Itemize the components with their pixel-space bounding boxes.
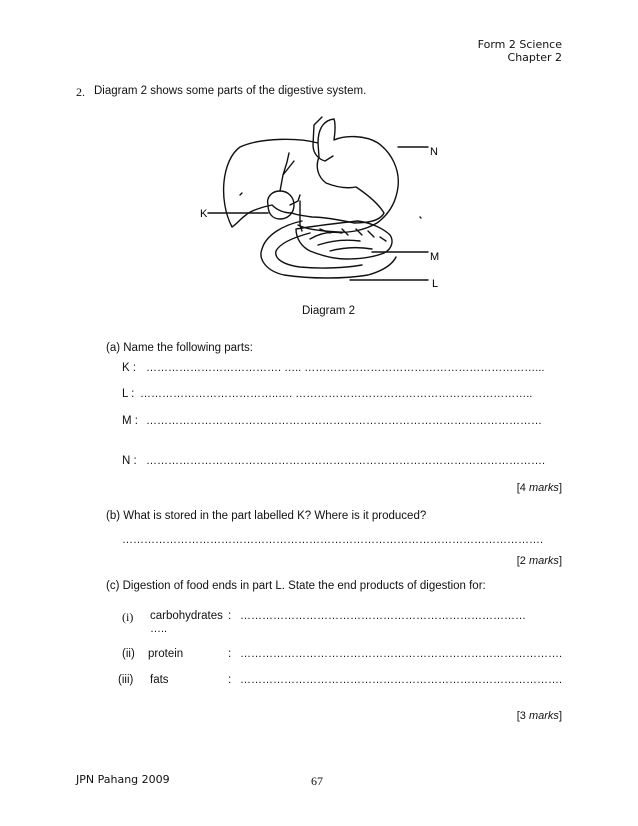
answer-line-b[interactable]: ……………………………………………………………………………………………………. xyxy=(122,534,544,546)
answer-line-carbohydrates-cont[interactable]: ….. xyxy=(150,623,168,635)
part-a-label-m: M : xyxy=(122,415,138,427)
part-a-label-l: L : xyxy=(122,388,135,400)
label-m: M xyxy=(430,251,440,263)
question-intro: Diagram 2 shows some parts of the digestive system. xyxy=(94,85,367,97)
question-number: 2. xyxy=(76,85,85,99)
part-c-colon-ii: : xyxy=(228,648,232,660)
liver-shape xyxy=(224,139,384,227)
part-a-prompt: (a) Name the following parts: xyxy=(106,342,254,354)
part-c-num-i: (i) xyxy=(122,610,134,624)
answer-line-k[interactable]: ………………………………. ….. ………………………………………………………... xyxy=(146,362,545,374)
part-a-label-n: N : xyxy=(122,455,137,467)
answer-line-carbohydrates[interactable]: …………………………………………………………………… xyxy=(240,610,526,622)
part-c-colon-i: : xyxy=(228,610,232,622)
part-c-colon-iii: : xyxy=(228,674,232,686)
part-c-name-protein: protein xyxy=(148,648,184,660)
part-b-marks: [2 marks] xyxy=(516,555,562,567)
part-c-name-carbohydrates: carbohydrates xyxy=(150,610,223,622)
part-c-name-fats: fats xyxy=(150,674,169,686)
part-c-marks: [3 marks] xyxy=(516,710,562,722)
part-c-num-ii: (ii) xyxy=(122,648,135,660)
label-n: N xyxy=(430,146,438,158)
answer-line-n[interactable]: ………………………………………………………………………………………………. xyxy=(146,455,546,467)
header-subject: Form 2 Science xyxy=(477,38,562,51)
label-l: L xyxy=(432,278,439,290)
footer-source: JPN Pahang 2009 xyxy=(76,773,170,786)
part-a-marks: [4 marks] xyxy=(516,482,562,494)
header-chapter: Chapter 2 xyxy=(507,51,562,64)
label-k: K xyxy=(200,208,208,220)
digestive-system-diagram xyxy=(0,105,638,405)
answer-line-l[interactable]: ………………………………..…. ……………………………………………………….. xyxy=(140,388,533,400)
page-number: 67 xyxy=(311,774,323,788)
answer-line-protein[interactable]: ……………………………………………………………………………. xyxy=(240,648,563,660)
part-b-prompt: (b) What is stored in the part labelled K? Where is it produced? xyxy=(106,510,427,522)
part-c-num-iii: (iii) xyxy=(118,674,134,686)
answer-line-m[interactable]: ……………………………………………………………………………………………… xyxy=(146,415,542,427)
part-c-prompt: (c) Digestion of food ends in part L. State the end products of digestion for: xyxy=(106,580,486,592)
diagram-caption: Diagram 2 xyxy=(302,305,356,317)
answer-line-fats[interactable]: ……………………………………………………………………………. xyxy=(240,674,563,686)
duodenum-shape xyxy=(261,221,396,278)
part-a-label-k: K : xyxy=(122,362,137,374)
